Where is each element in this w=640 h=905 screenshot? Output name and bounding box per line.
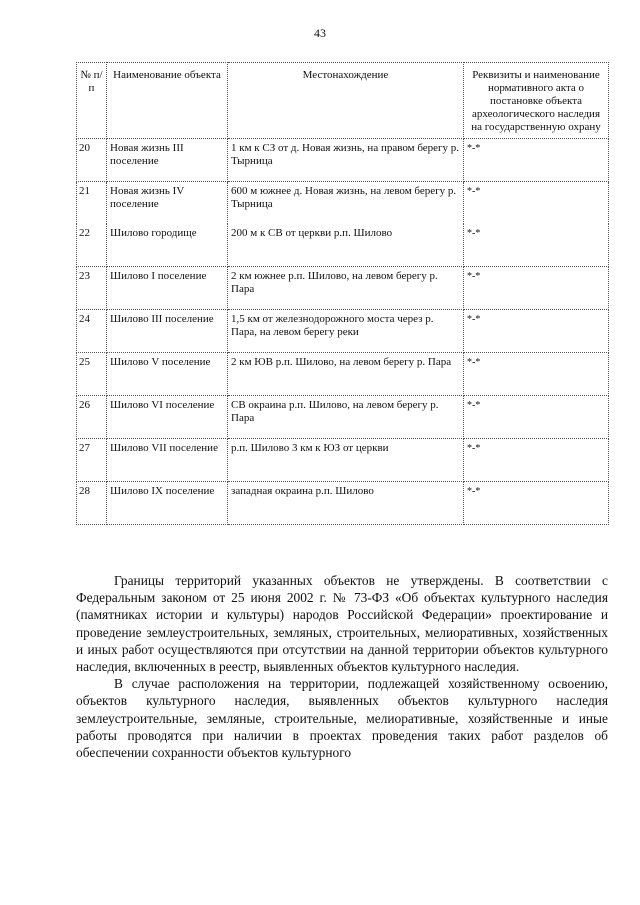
cell-name: Шилово IX поселение (107, 482, 228, 525)
table-row (77, 267, 609, 310)
cell-num: 21 (77, 182, 107, 225)
cell-num: 25 (77, 353, 107, 396)
header-requisites: Реквизиты и наименование нормативного акта о постановке объекта археологического наследия на государственную охрану (464, 63, 609, 139)
cell-requisites: *-* (464, 267, 609, 310)
cell-name: Шилово III поселение (107, 310, 228, 353)
cell-location: 600 м южнее д. Новая жизнь, на левом берегу р. Тырница (228, 182, 464, 225)
cell-num: 20 (77, 139, 107, 182)
cell-num: 23 (77, 267, 107, 310)
table-row (77, 310, 609, 353)
table-header-row (77, 63, 609, 139)
paragraph: В случае расположения на территории, подлежащей хозяйственному освоению, объектов культурного наследия, выявленных объектов культурного наследия землеустроительные, земляные, строительные, мелиоративные, хозяйственные и иные работы проводятся при наличии в проектах проведения таких работ разделов об обеспечении сохранности объектов культурного (76, 676, 608, 761)
cell-location: 1 км к СЗ от д. Новая жизнь, на правом берегу р. Тырница (228, 139, 464, 182)
cell-requisites: *-* (464, 224, 609, 267)
cell-num: 27 (77, 439, 107, 482)
cell-requisites: *-* (464, 396, 609, 439)
cell-num: 28 (77, 482, 107, 525)
page-number: 43 (314, 26, 326, 40)
cell-num: 22 (77, 224, 107, 267)
cell-name: Шилово VII поселение (107, 439, 228, 482)
body-text (76, 572, 608, 761)
table-row (77, 353, 609, 396)
cell-name: Шилово I поселение (107, 267, 228, 310)
table-row (77, 482, 609, 525)
cell-location: 200 м к СВ от церкви р.п. Шилово (228, 224, 464, 267)
cell-requisites: *-* (464, 139, 609, 182)
cell-requisites: *-* (464, 482, 609, 525)
cell-location: 2 км южнее р.п. Шилово, на левом берегу р. Пара (228, 267, 464, 310)
cell-name: Шилово городище (107, 224, 228, 267)
cell-requisites: *-* (464, 439, 609, 482)
cell-name: Шилово V поселение (107, 353, 228, 396)
table-row (77, 396, 609, 439)
cell-name: Новая жизнь IV поселение (107, 182, 228, 225)
cell-location: р.п. Шилово 3 км к ЮЗ от церкви (228, 439, 464, 482)
table-row (77, 139, 609, 182)
cell-name: Шилово VI поселение (107, 396, 228, 439)
cell-location: 2 км ЮВ р.п. Шилово, на левом берегу р. Пара (228, 353, 464, 396)
header-num: № п/п (77, 63, 107, 139)
cell-requisites: *-* (464, 182, 609, 225)
cell-location: западная окраина р.п. Шилово (228, 482, 464, 525)
cell-requisites: *-* (464, 310, 609, 353)
cell-location: 1,5 км от железнодорожного моста через р. Пара, на левом берегу реки (228, 310, 464, 353)
cell-num: 24 (77, 310, 107, 353)
header-name: Наименование объекта (107, 63, 228, 139)
cell-requisites: *-* (464, 353, 609, 396)
cell-name: Новая жизнь III поселение (107, 139, 228, 182)
header-location: Местонахождение (228, 63, 464, 139)
cell-num: 26 (77, 396, 107, 439)
table-row (77, 182, 609, 225)
heritage-objects-table (76, 62, 609, 525)
paragraph: Границы территорий указанных объектов не утверждены. В соответствии с Федеральным законом от 25 июня 2002 г. № 73-ФЗ «Об объектах культурного наследия (памятниках истории и культуры) народов Российской Федерации» проектирование и проведение землеустроительных, земляных, строительных, мелиоративных, хозяйственных и иных работ осуществляются при отсутствии на данной территории объектов культурного наследия, включенных в реестр, выявленных объектов культурного наследия. (76, 573, 608, 675)
cell-location: СВ окраина р.п. Шилово, на левом берегу р. Пара (228, 396, 464, 439)
table-row (77, 439, 609, 482)
table-row (77, 224, 609, 267)
